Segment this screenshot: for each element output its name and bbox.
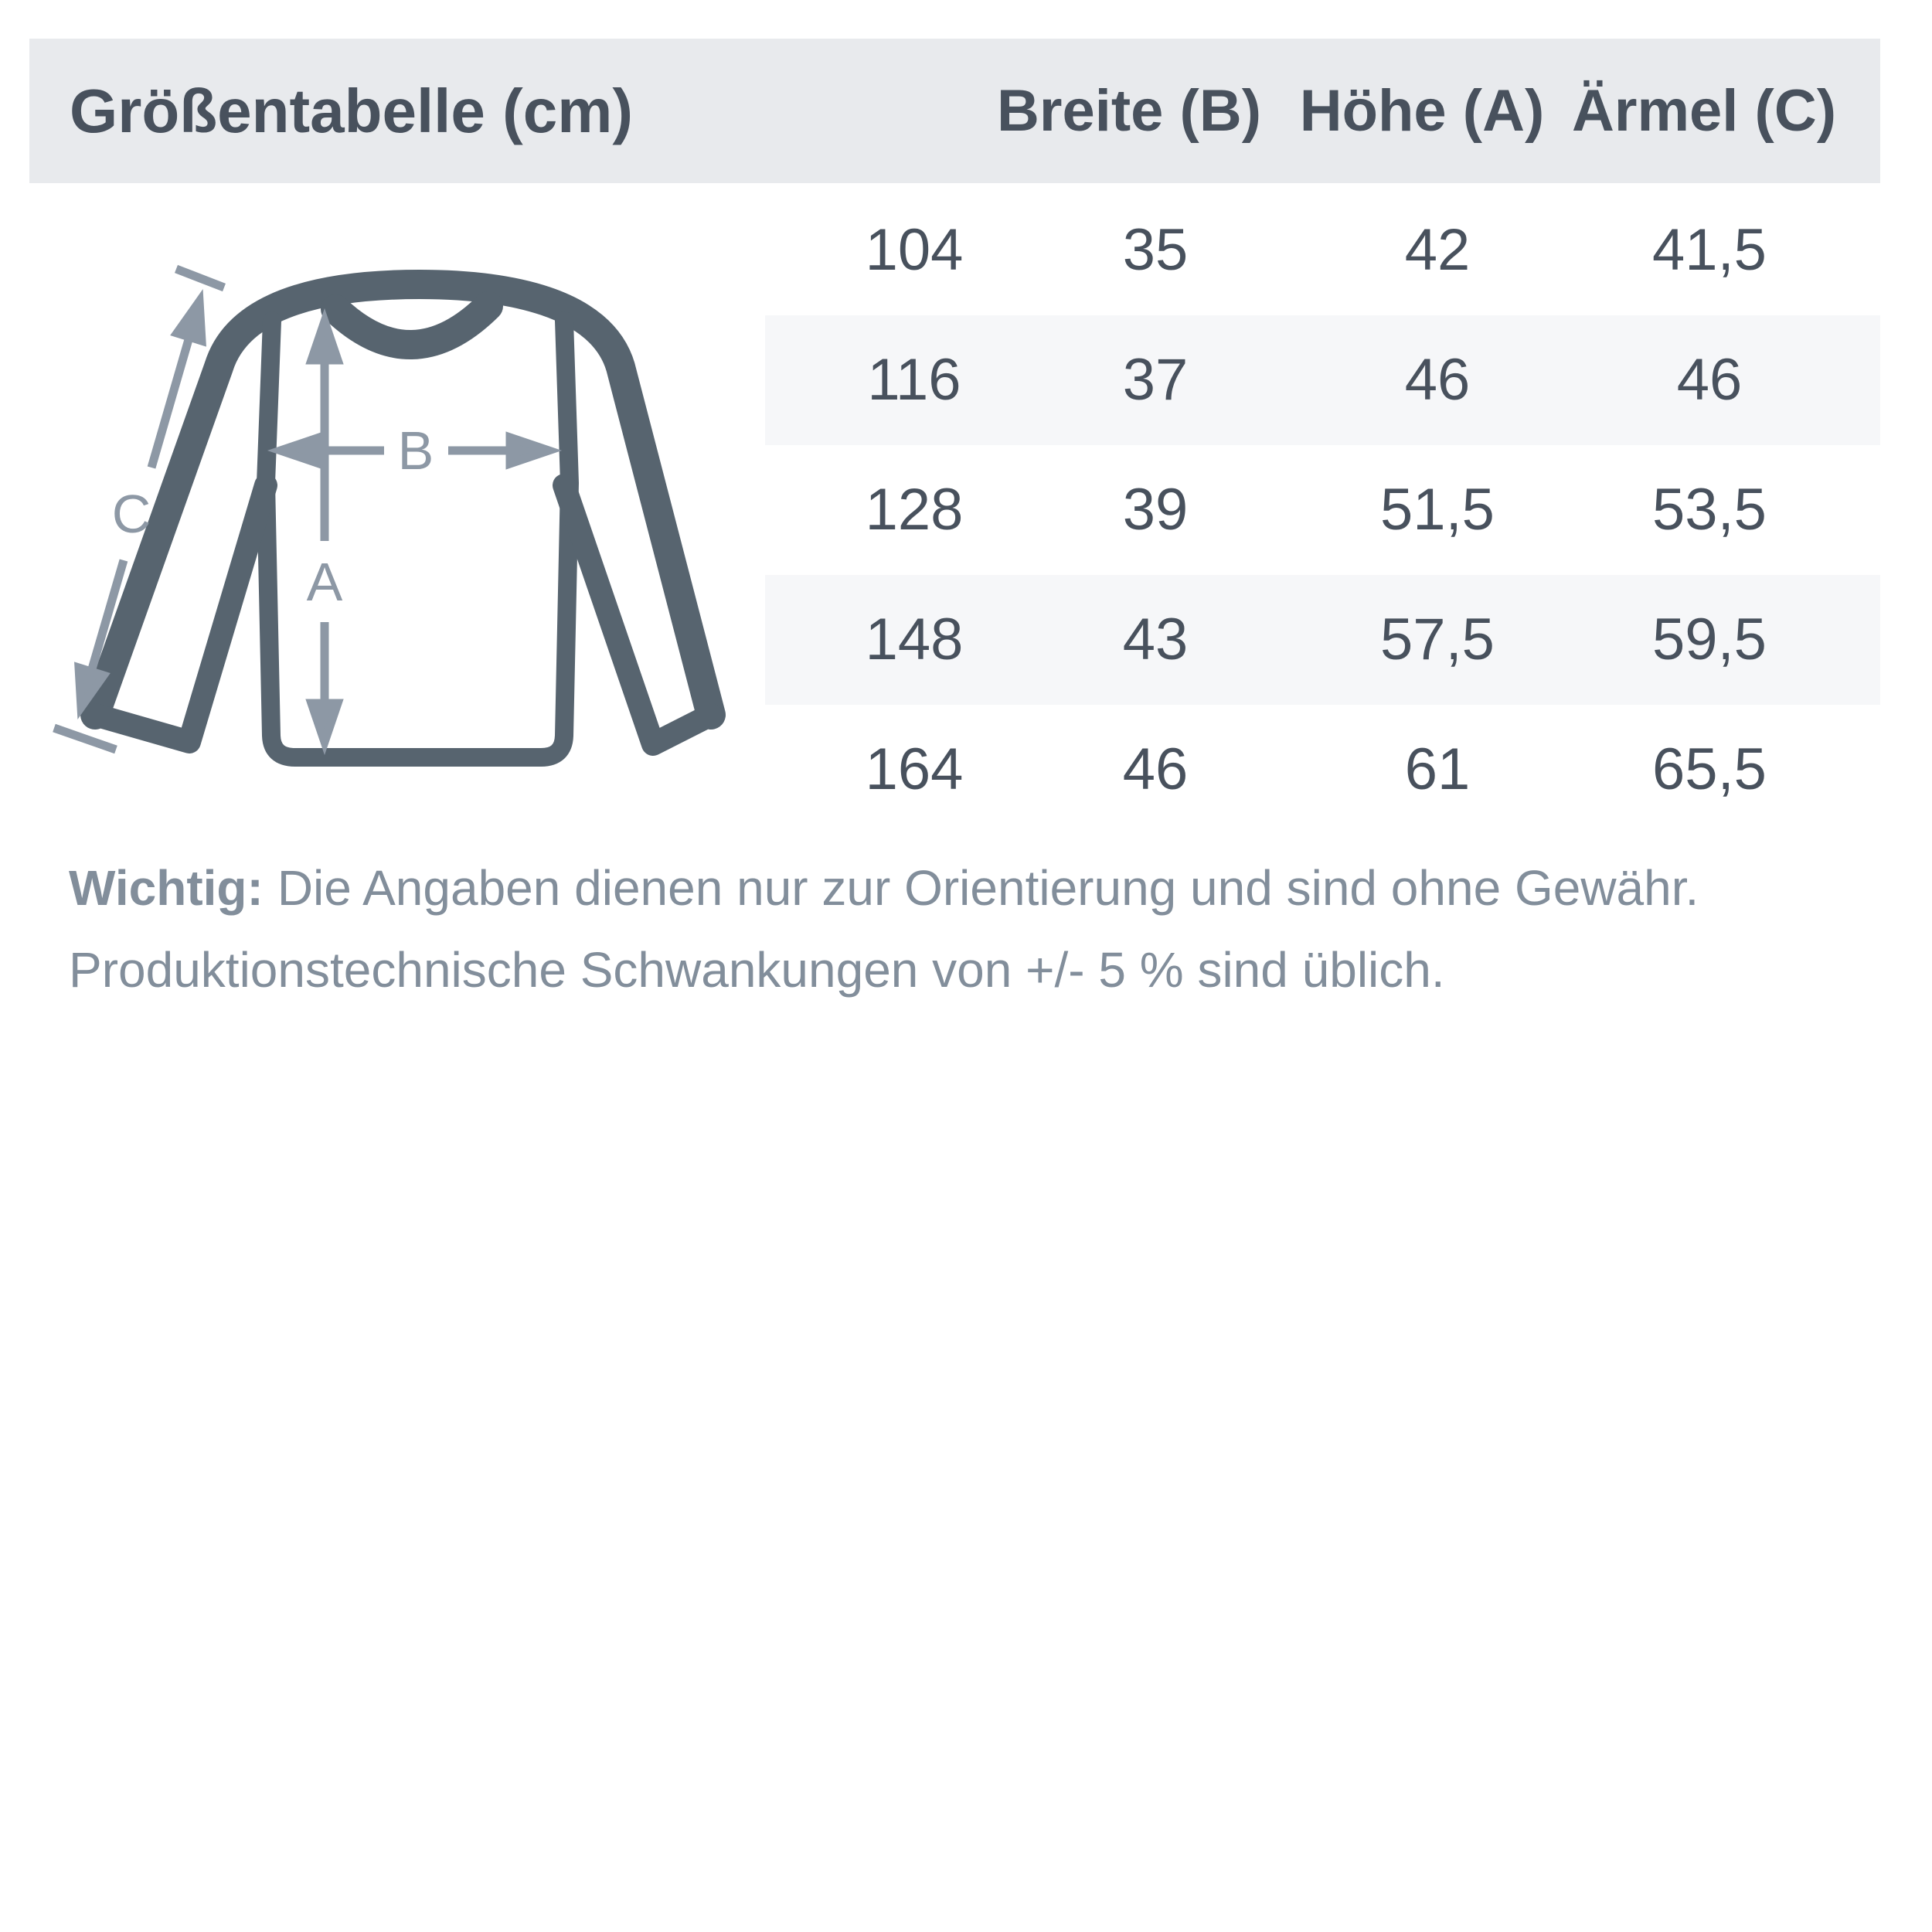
cell-aermel-row-2: 46	[1676, 347, 1743, 413]
arrow-a-head-down	[311, 703, 338, 742]
cell-size-row-2: 116	[867, 347, 961, 413]
sweater-neck-collar	[335, 306, 488, 345]
disclaimer-text-1: Die Angaben dienen nur zur Orientierung und sind ohne Gewähr.	[277, 860, 1699, 916]
cell-size-row-5: 164	[865, 736, 964, 802]
label-a: A	[306, 552, 343, 612]
arrow-c-head-up	[177, 301, 202, 341]
cell-size-row-4: 148	[865, 607, 964, 672]
cell-breite-row-5: 46	[1122, 736, 1189, 802]
cell-breite-row-4: 43	[1122, 607, 1189, 672]
cell-aermel-row-1: 41,5	[1652, 217, 1767, 283]
disclaimer-note	[69, 847, 1869, 1011]
cell-hoehe-row-2: 46	[1404, 347, 1471, 413]
column-header-breite: Breite (B)	[996, 78, 1262, 144]
cell-breite-row-3: 39	[1122, 477, 1189, 543]
cell-hoehe-row-5: 61	[1404, 736, 1471, 802]
table-header-bar	[29, 39, 1880, 183]
cell-aermel-row-4: 59,5	[1652, 607, 1767, 672]
sweater-diagram	[0, 209, 773, 850]
cell-hoehe-row-1: 42	[1404, 217, 1471, 283]
cell-size-row-1: 104	[865, 217, 964, 283]
column-header-aermel: Ärmel (C)	[1571, 78, 1837, 144]
arrow-b-head-right	[510, 437, 549, 464]
cell-hoehe-row-3: 51,5	[1380, 477, 1495, 543]
cell-breite-row-2: 37	[1122, 347, 1189, 413]
label-b: B	[397, 420, 434, 481]
cell-aermel-row-3: 53,5	[1652, 477, 1767, 543]
cell-breite-row-1: 35	[1122, 217, 1189, 283]
column-header-hoehe: Höhe (A)	[1299, 78, 1545, 144]
arrow-c-tick-bottom	[54, 728, 116, 750]
disclaimer-lead: Wichtig:	[69, 860, 264, 916]
sweater-body	[266, 321, 570, 757]
disclaimer-line-2: Produktionstechnische Schwankungen von +/- 5 % sind üblich.	[69, 942, 1445, 998]
page-title: Größentabelle (cm)	[70, 77, 634, 145]
disclaimer-line-1	[69, 847, 1869, 929]
label-c: C	[111, 484, 151, 544]
arrow-b-head-left	[281, 437, 319, 464]
cell-hoehe-row-4: 57,5	[1380, 607, 1495, 672]
cell-size-row-3: 128	[865, 477, 964, 543]
arrow-c-tick-top	[176, 269, 224, 287]
cell-aermel-row-5: 65,5	[1652, 736, 1767, 802]
